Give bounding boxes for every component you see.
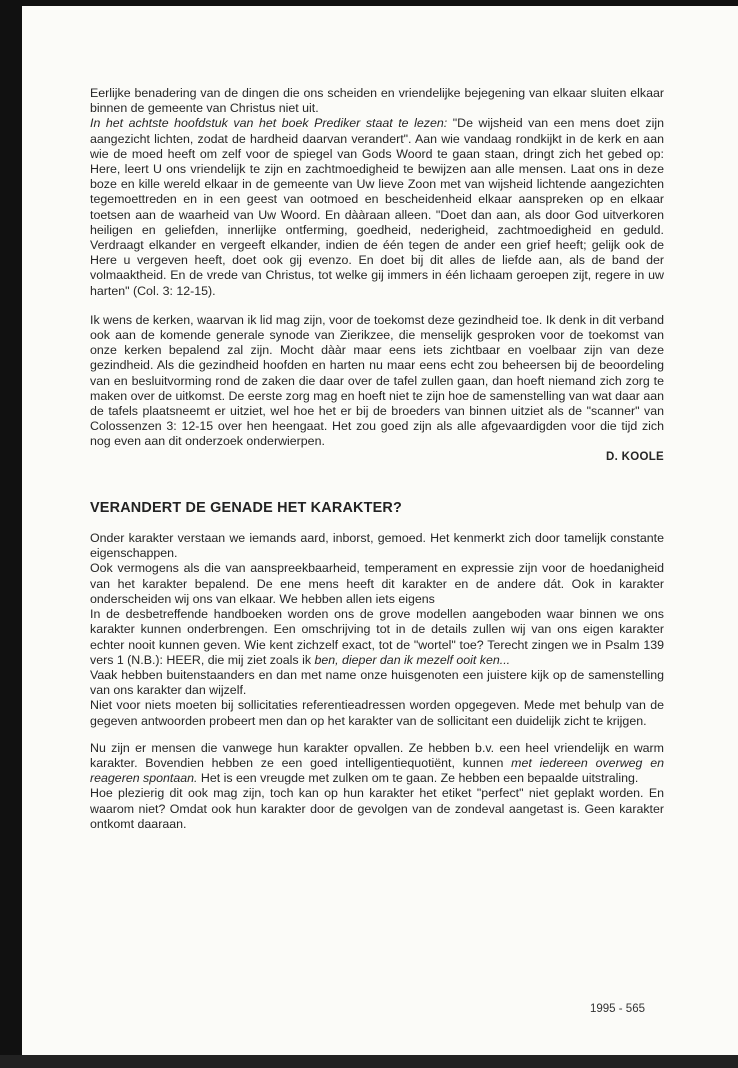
- scan-border-bottom: [0, 1055, 738, 1068]
- article1-paragraph-3: Ik wens de kerken, waarvan ik lid mag zijn, voor de toekomst deze gezindheid toe. Ik denk in dit verband ook aan de komende generale synode van Zierikzee, die menselijk gesproken voor de toekomst van onze kerken bepalend zal zijn. Mocht dààr maar eens iets zichtbaar en voelbaar zijn van deze gezindheid. Als die gezindheid hoofden en harten nu maar eens echt zou beheersen bij de beoordeling van en besluitvorming rond de zaken die daar over de tafel zullen gaan, dan hoeft niemand zich zorg te maken over de uitkomst. De eerste zorg mag en hoeft niet te zijn hoe de samenstelling van wat daar aan de tafels plaatsneemt er uitziet, wel hoe het er bij de broeders van binnen uitziet als de "scanner" van Colossenzen 3: 12-15 over hen heengaat. Het zou goed zijn als alle afgevaardigden voor die tijd zich nog even aan dit onderzoek onderwierpen.: [90, 312, 664, 449]
- author-signature: D. KOOLE: [606, 450, 664, 463]
- article2-paragraph-7: Hoe plezierig dit ook mag zijn, toch kan op hun karakter het etiket "perfect" niet geplakt worden. En waarom niet? Omdat ook hun karakter door de gevolgen van de zondeval aangetast is. Geen karakter ontkomt daaraan.: [90, 786, 664, 831]
- article2-paragraph-6: [90, 741, 664, 787]
- article1-p2-mid: Aan wie vandaag rondkijkt in de kerk en aan wie de moed heeft om zelf voor de spiegel van Gods Woord te gaan staan, dringt zich het gebed op: Here, leert U ons vriendelijk te zijn en zachtmoedigheid te bewijzen aan alle mensen. Laat ons in deze boze en kille wereld elkaar in de gemeente van Uw lieve Zoon met van wijsheid lichtende aangezichten tegemoettreden en in een geest van ootmoed en bescheidenheid elkaar aanspreken op en elkaar toetsen aan de waarheid van Uw Woord. En dààraan alleen.: [90, 131, 664, 222]
- article1-paragraph-2: [90, 116, 664, 298]
- article-body: [90, 86, 664, 832]
- article2-paragraph-1: Onder karakter verstaan we iemands aard, inborst, gemoed. Het kenmerkt zich door tamelijk constante eigenschappen.: [90, 531, 664, 561]
- article2-p3-text: In de desbetreffende handboeken worden ons de grove modellen aangeboden waar binnen we ons karakter kunnen onderbrengen. Een omschrijving tot in de details zullen wij van ons eigen karakter echter nooit kunnen geven. Wie kent zichzelf exact, tot de "wortel" toe? Terecht zingen we in Psalm 139 vers 1 (N.B.): HEER, die mij ziet zoals ik: [90, 607, 664, 667]
- article2-paragraph-3: [90, 607, 664, 668]
- article1-paragraph-1: [90, 86, 664, 116]
- article2-p3-italic: ben, dieper dan ik mezelf ooit ken...: [314, 652, 511, 667]
- article2-p6-start: Nu zijn er mensen die vanwege hun karakter opvallen. Ze hebben b.v. een heel vriendelijk en warm karakter. Bovendien hebben ze een goed intelligentiequotiënt, kunnen: [90, 740, 664, 770]
- article2-heading: VERANDERT DE GENADE HET KARAKTER?: [90, 499, 403, 516]
- article2-paragraph-2: Ook vermogens als die van aanspreekbaarheid, temperament en expressie zijn voor de hoedanigheid van het karakter bepalend. De ene mens heeft dit karakter en de andere dát. Ook in karakter onderscheiden wij ons van elkaar. We hebben allen iets eigens: [90, 561, 664, 606]
- article2-paragraph-4: Vaak hebben buitenstaanders en dan met name onze huisgenoten een juistere kijk op de samenstelling van ons karakter dan wijzelf.: [90, 667, 664, 698]
- page-number: 1995 - 565: [590, 1003, 645, 1015]
- article2-p6-italic: met iedereen overweg en reageren spontaan.: [90, 755, 664, 786]
- article2-paragraph-5: Niet voor niets moeten bij sollicitaties referentieadressen worden opgegeven. Mede met behulp van de gegeven antwoorden probeert men dan op het karakter van de sollicitant een duidelijk zicht te krijgen.: [90, 698, 664, 728]
- article1-p2-italic: In het achtste hoofdstuk van het boek Prediker staat te lezen:: [90, 116, 448, 131]
- article2-p6-end: Het is een vreugde met zulken om te gaan. Ze hebben een bepaalde uitstraling.: [197, 771, 639, 786]
- article1-p1-line-1: Eerlijke benadering van de dingen die ons scheiden en vriendelijke bejegening van: [90, 86, 549, 100]
- document-page: [22, 6, 738, 1055]
- article1-p1-line-2: elkaar sluiten elkaar binnen de gemeente van Christus niet uit.: [90, 86, 664, 116]
- scan-border-left: [0, 0, 22, 1068]
- article1-p2-quote: "De wijsheid van een mens doet zijn aangezicht lichten, zodat de hardheid daarvan verandert".: [90, 116, 664, 146]
- article1-p2-end: "Doet dan aan, als door God uitverkoren heiligen en geliefden, innerlijke ontferming, goedheid, nederigheid, zachtmoedigheid en geduld. Verdraagt elkander en vergeeft elkander, indien de één tegen de ander een grief heeft; gelijk ook de Here u vergeven heeft, doet ook gij evenzo. En doet bij dit alles de liefde aan, als de band der volmaaktheid. En de vrede van Christus, tot welke gij immers in één lichaam geroepen zijt, regere in uw harten" (Col. 3: 12-15).: [90, 207, 665, 298]
